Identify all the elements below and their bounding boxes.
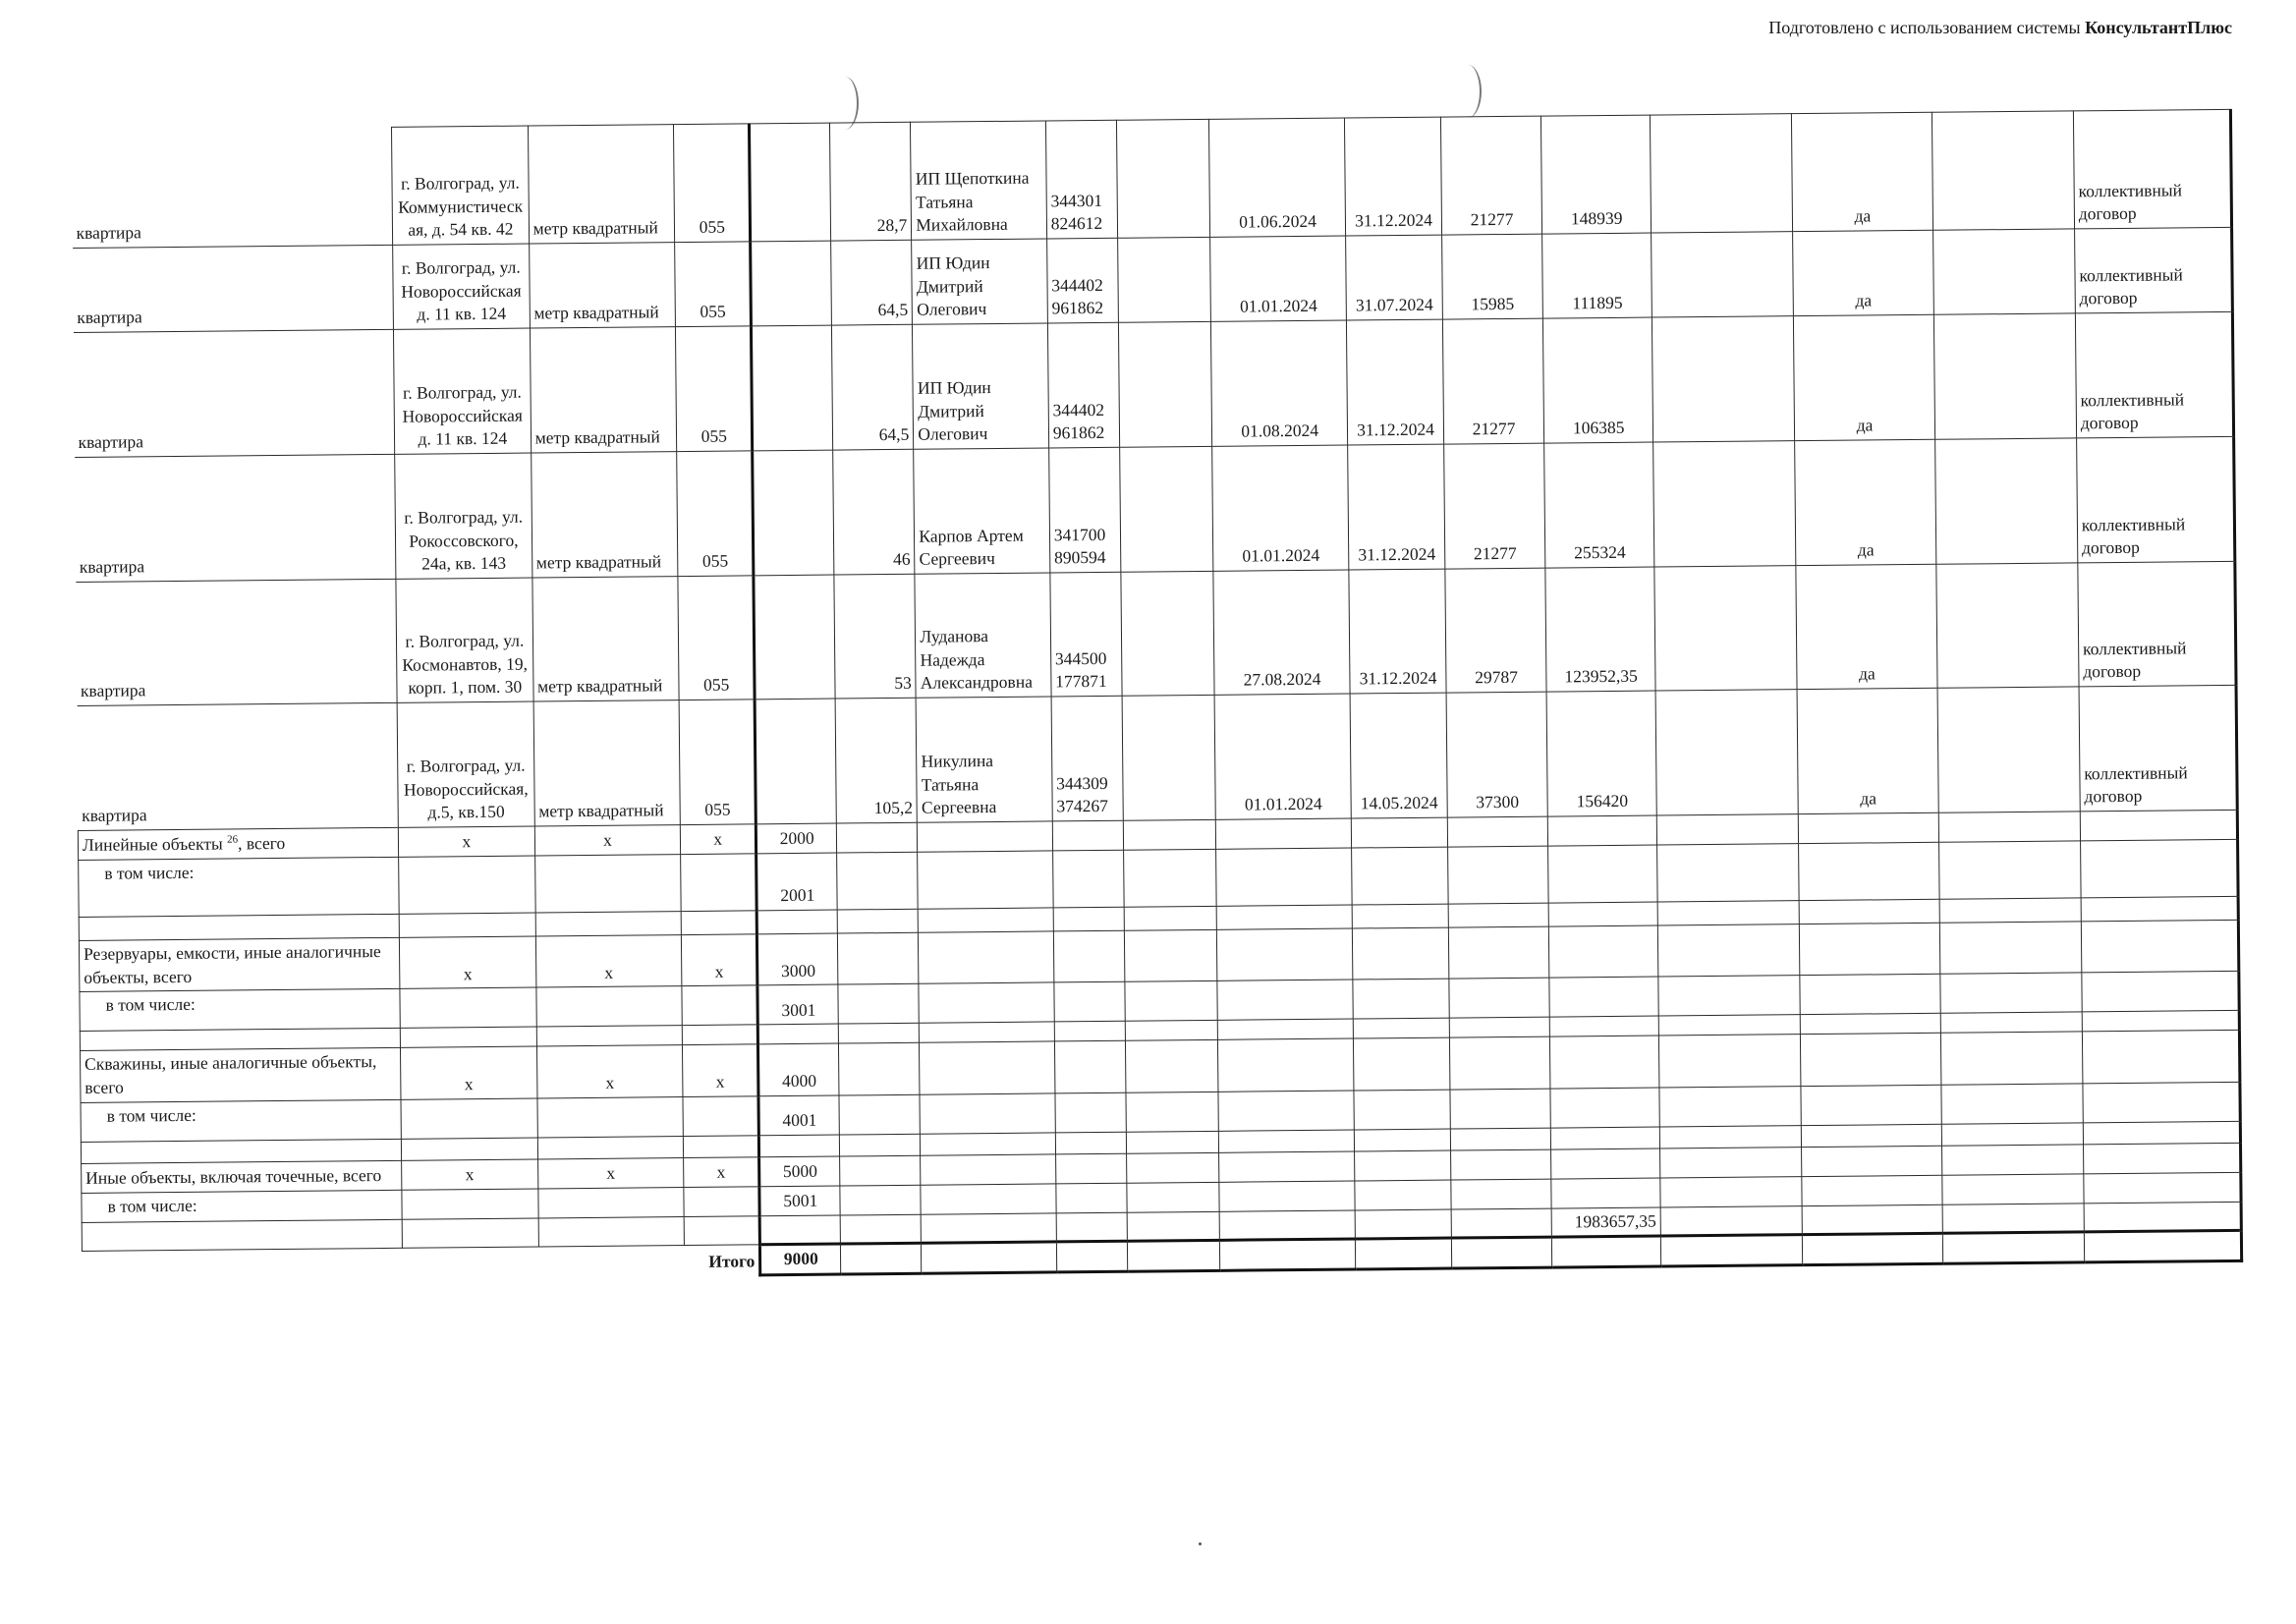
x-mark: x [683,1044,758,1096]
date-from-cell: 01.08.2024 [1210,320,1348,446]
group-label [79,937,400,991]
empty-cell [1116,119,1210,238]
object-type-cell: квартира [75,454,396,582]
flag-cell: да [1796,564,1938,689]
group-label [82,1160,402,1193]
object-type-cell: квартира [73,329,394,457]
basis-cell: коллективный договор [2075,311,2233,438]
x-mark: x [398,826,534,857]
empty-cell [1651,114,1793,233]
line-code-cell: 5000 [759,1156,840,1187]
note-prefix: Подготовлено с использованием системы [1768,18,2086,37]
unit-code-cell: 055 [677,451,754,577]
empty-cell [1120,571,1214,696]
rate-cell: 21277 [1443,443,1545,569]
x-mark: x [536,1045,683,1098]
x-mark: x [682,934,757,986]
basis-cell: коллективный договор [2079,685,2237,812]
group-label [78,827,398,860]
unit-cell: метр квадратный [530,327,677,453]
total-label: Итого [708,1250,756,1271]
x-mark: x [534,825,681,856]
flag-cell: да [1791,112,1933,231]
empty-cell [1935,438,2078,564]
empty-cell [1117,237,1210,322]
group-label-text: Резервуары, емкости, иные аналогичные объекты, всего [83,941,381,987]
consultant-plus-note [1768,18,2232,38]
group-label-tail: , всего [237,833,286,854]
inn-cell: 344402 961862 [1047,322,1119,448]
tenant-cell: ИП Юдин Дмитрий Олегович [912,239,1047,324]
date-to-cell: 31.12.2024 [1348,444,1445,570]
x-mark: x [401,1046,537,1099]
empty-cell [1934,313,2077,439]
line-code-cell: 2000 [756,823,837,854]
table-row [77,685,2237,830]
address-cell: г. Волгоград, ул. Коммунистическ ая, д. 54 кв. 42 [392,126,530,245]
line-code-cell: 5001 [759,1186,840,1216]
empty-cell [1653,441,1796,567]
x-mark: x [402,1158,538,1189]
address-cell: г. Волгоград, ул. Космонавтов, 19, корп. 1, пом. 30 [396,578,533,702]
sum-cell: 106385 [1543,317,1653,443]
subtotal-label: в том числе: [79,857,400,917]
tenant-cell: ИП Юдин Дмитрий Олегович [913,323,1049,449]
inn-cell: 344500 177871 [1050,572,1122,697]
total-code: 9000 [760,1244,841,1274]
date-to-cell: 31.12.2024 [1345,117,1442,236]
tenant-cell: Луданова Надежда Александровна [915,573,1051,698]
punch-hole-mark [1454,65,1482,118]
object-type-cell: квартира [77,702,398,830]
date-from-cell: 01.06.2024 [1208,118,1346,237]
unit-cell: метр квадратный [529,243,676,328]
flag-cell: да [1792,230,1933,315]
area-cell: 105,2 [835,698,917,823]
line-code-cell: 3000 [757,933,839,985]
unit-code-cell: 055 [675,242,752,327]
empty-cell [1933,229,2075,314]
unit-code-cell: 055 [678,576,755,700]
area-cell: 64,5 [831,240,913,325]
subtotal-label: в том числе: [81,1099,402,1142]
date-to-cell: 31.12.2024 [1347,319,1444,445]
empty-cell [1936,563,2079,688]
line-code-cell: 4001 [758,1095,839,1136]
subtotal-label: в том числе: [82,1190,402,1222]
group-label [81,1048,402,1102]
line-code-cell [751,241,832,326]
scan-speck [1199,1542,1202,1545]
x-mark: x [535,935,682,988]
group-label-text: Линейные объекты [82,833,228,856]
inn-cell: 344301 824612 [1045,120,1117,239]
line-code-cell [750,123,831,242]
empty-cell [1118,321,1212,447]
empty-cell [1652,232,1793,317]
subtotal-label: в том числе: [80,989,401,1032]
address-cell: г. Волгоград, ул. Новороссийская д. 11 кв. 124 [393,244,530,329]
basis-cell: коллективный договор [2074,227,2232,313]
x-mark: x [684,1156,759,1187]
area-cell: 53 [834,574,916,699]
table-row [72,109,2232,248]
flag-cell: да [1793,314,1935,440]
rate-cell: 15985 [1441,234,1542,319]
address-cell: г. Волгоград, ул. Рокоссовского, 24а, кв. 143 [395,453,532,579]
tenant-cell: ИП Щепоткина Татьяна Михайловна [911,121,1047,240]
empty-cell [1655,690,1798,815]
property-table [71,109,2243,1283]
group-label-text: Скважины, иные аналогичные объекты, всего [84,1051,377,1097]
area-cell: 28,7 [830,122,912,241]
footnote-ref: 26 [226,833,239,847]
empty-cell [1119,446,1213,572]
table-row [73,311,2233,457]
sum-cell: 111895 [1542,233,1652,318]
x-mark: x [400,936,536,989]
date-to-cell: 14.05.2024 [1350,693,1447,818]
sum-cell: 123952,35 [1545,567,1655,692]
address-cell: г. Волгоград, ул. Новороссийская, д.5, кв.150 [397,701,534,827]
unit-code-cell: 055 [674,124,751,243]
note-brand: КонсультантПлюс [2085,18,2232,37]
table-row [75,436,2235,582]
basis-cell: коллективный договор [2073,109,2231,229]
rate-cell: 29787 [1445,568,1547,693]
rate-cell: 21277 [1442,318,1544,444]
date-from-cell: 01.01.2024 [1210,236,1347,321]
basis-cell: коллективный договор [2076,436,2234,563]
unit-code-cell: 055 [676,326,753,452]
date-from-cell: 01.01.2024 [1212,445,1350,571]
line-code-cell: 3001 [757,984,838,1025]
line-code-cell [755,699,836,824]
empty-cell [1122,695,1216,820]
tenant-cell: Никулина Татьяна Сергеевна [916,697,1052,822]
date-from-cell: 27.08.2024 [1213,570,1351,695]
line-code-cell [753,450,834,576]
basis-cell: коллективный договор [2078,561,2236,687]
flag-cell: да [1797,688,1939,813]
flag-cell: да [1794,439,1936,565]
unit-cell: метр квадратный [532,577,680,701]
date-to-cell: 31.07.2024 [1346,235,1442,320]
sum-cell: 148939 [1541,115,1652,234]
object-type-cell: квартира [72,127,393,248]
unit-cell: метр квадратный [528,125,675,244]
sum-cell: 156420 [1546,691,1656,816]
group-label-text: Иные объекты, включая точечные, всего [85,1164,382,1188]
grand-total-sum: 1983657,35 [1551,1207,1660,1238]
unit-cell: метр квадратный [531,452,678,578]
empty-cell [1654,566,1797,691]
table-row [76,561,2236,705]
object-type-cell: квартира [73,245,394,332]
sum-cell: 255324 [1544,442,1654,568]
date-to-cell: 31.12.2024 [1349,569,1446,694]
empty-cell [1652,316,1795,442]
object-type-cell: квартира [76,579,397,705]
unit-code-cell: 055 [679,700,756,825]
tenant-cell: Карпов Артем Сергеевич [914,448,1050,574]
empty-cell [1937,687,2080,812]
document-sheet [71,109,2244,1328]
line-code-cell: 2001 [756,853,838,911]
inn-cell: 341700 890594 [1048,447,1120,573]
rate-cell: 21277 [1440,116,1542,235]
inn-cell: 344402 961862 [1046,238,1118,323]
line-code-cell: 4000 [758,1043,840,1095]
inn-cell: 344309 374267 [1051,696,1123,821]
line-code-cell [754,575,835,700]
rate-cell: 37300 [1446,692,1548,817]
area-cell: 64,5 [832,324,914,450]
area-cell: 46 [833,449,915,575]
x-mark: x [681,824,756,855]
date-from-cell: 01.01.2024 [1214,694,1352,819]
line-code-cell [752,325,833,451]
unit-cell: метр квадратный [533,700,681,826]
empty-cell [1932,111,2075,230]
address-cell: г. Волгоград, ул. Новороссийская д. 11 кв. 124 [394,328,532,454]
x-mark: x [537,1157,684,1188]
